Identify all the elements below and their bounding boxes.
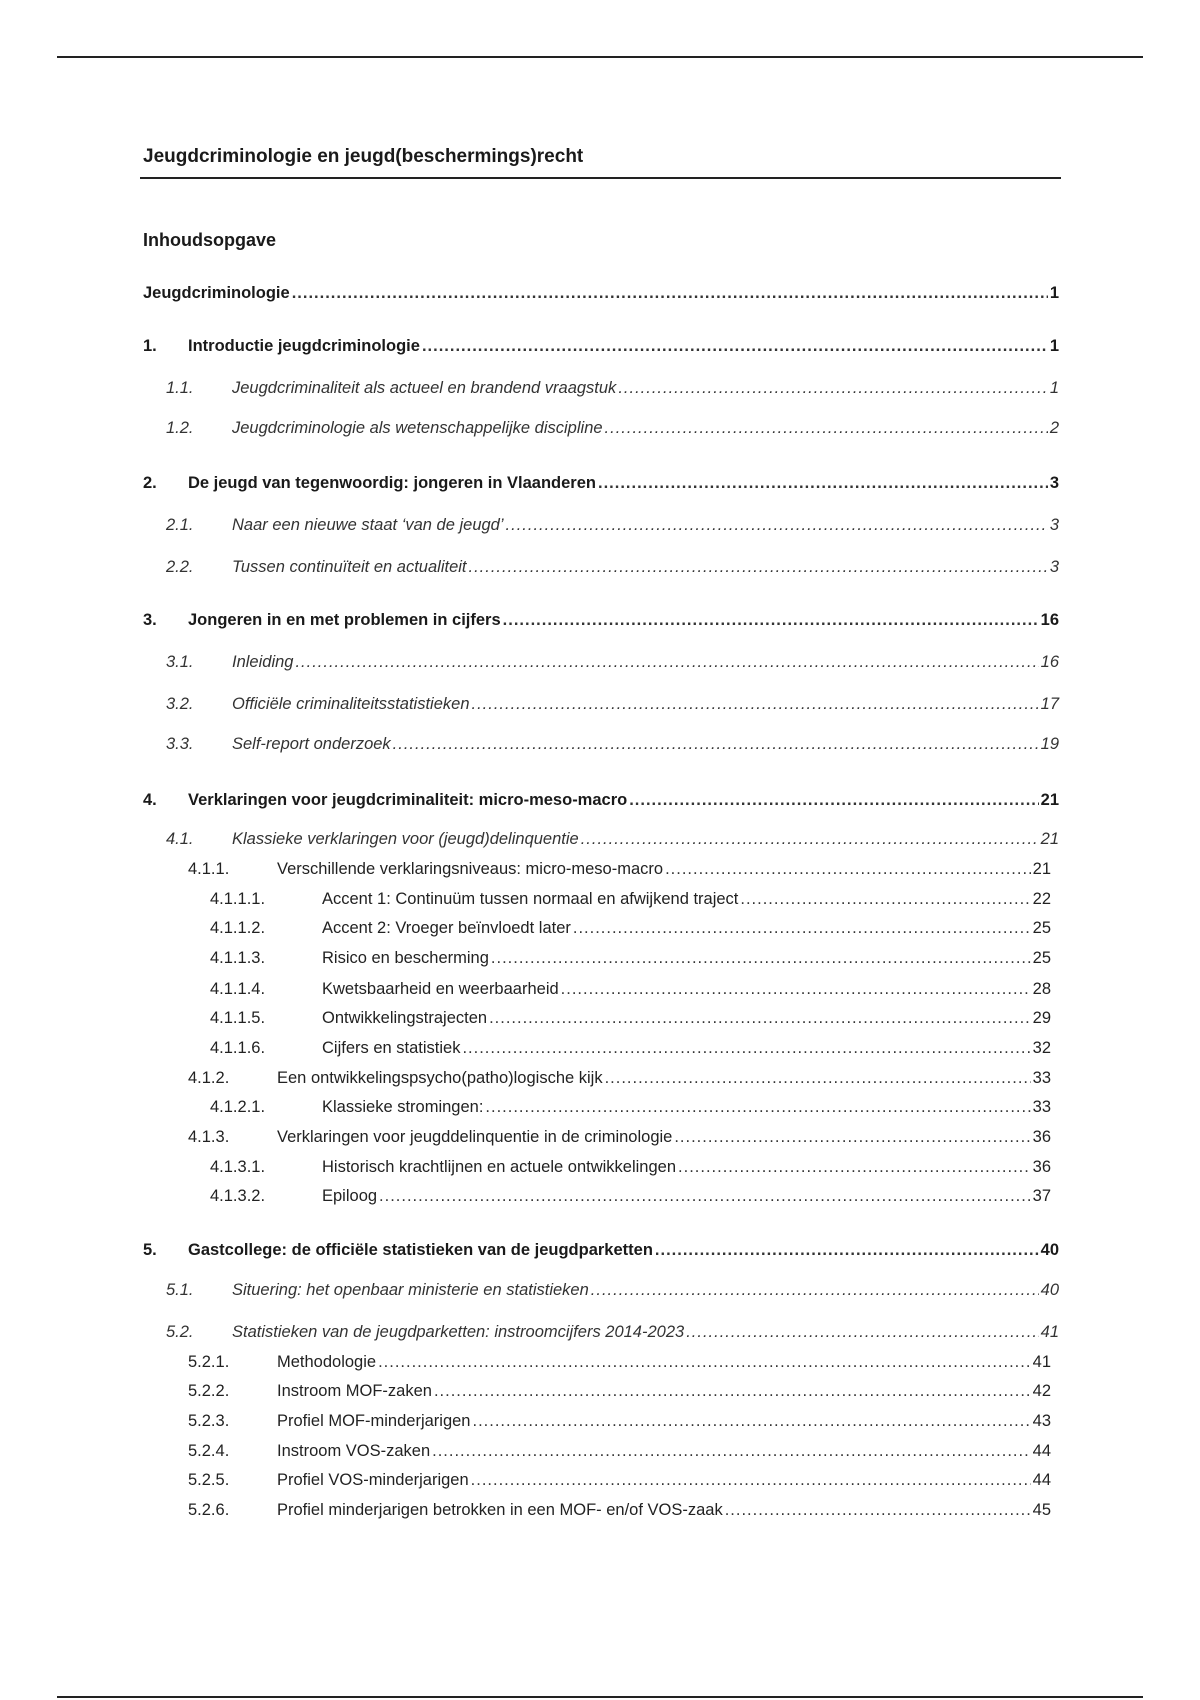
toc-entry-number: 3. <box>143 611 157 629</box>
toc-title: Inhoudsopgave <box>143 230 277 250</box>
toc-entry-title: Verschillende verklaringsniveaus: micro-meso-macro <box>277 860 664 878</box>
toc-entry-page: 44 <box>1032 1442 1051 1460</box>
toc-entry-number: 4.1.1.1. <box>210 890 266 908</box>
toc-entry-number: 2.1. <box>166 516 194 534</box>
toc-entry-page: 44 <box>1032 1471 1051 1489</box>
toc-entry-title: Introductie jeugdcriminologie <box>188 337 420 355</box>
toc-entry-title: Gastcollege: de officiële statistieken van de jeugdparketten <box>188 1241 653 1259</box>
toc-entry-number: 5.2.6. <box>188 1501 230 1519</box>
toc-entry-title: Epiloog <box>322 1187 378 1205</box>
toc-entry-page: 1 <box>1049 379 1059 397</box>
toc-entry-title: Profiel minderjarigen betrokken in een MOF- en/of VOS-zaak <box>277 1501 723 1519</box>
toc-entry-title: Verklaringen voor jeugdcriminaliteit: micro-meso-macro <box>188 791 628 809</box>
toc-entry-number: 4. <box>143 791 157 809</box>
toc-entry-number: 3.2. <box>166 695 194 713</box>
toc-entry-number: 3.1. <box>166 653 194 671</box>
toc-entry-title: Profiel VOS-minderjarigen <box>277 1471 469 1489</box>
toc-entry-page: 36 <box>1032 1158 1051 1176</box>
toc-entry-number: 4.1.3.2. <box>210 1187 266 1205</box>
toc-entry-number: 3.3. <box>166 735 194 753</box>
toc-entry-title: Profiel MOF-minderjarigen <box>277 1412 471 1430</box>
toc-entry-number: 4.1.1.6. <box>210 1039 266 1057</box>
toc-entry-number: 4.1.1.3. <box>210 949 266 967</box>
toc-entry-page: 40 <box>1040 1241 1059 1259</box>
toc-entry-page: 3 <box>1049 474 1059 492</box>
toc-entry[interactable] <box>143 474 1059 496</box>
toc-entry[interactable] <box>188 1501 1051 1523</box>
toc-entry-number: 4.1.3. <box>188 1128 230 1146</box>
toc-entry[interactable] <box>188 860 1051 882</box>
toc-entry-page: 29 <box>1032 1009 1051 1027</box>
toc-entry-page: 16 <box>1040 611 1059 629</box>
toc-entry-page: 37 <box>1032 1187 1051 1205</box>
toc-entry-title: Situering: het openbaar ministerie en statistieken <box>232 1281 589 1299</box>
toc-entry[interactable] <box>188 1353 1051 1375</box>
toc-entry-page: 41 <box>1032 1353 1051 1371</box>
toc-entry-number: 5.2.1. <box>188 1353 230 1371</box>
toc-entry-title: Cijfers en statistiek <box>322 1039 461 1057</box>
toc-entry-title: Klassieke verklaringen voor (jeugd)delinquentie <box>232 830 579 848</box>
toc-entry-title: Historisch krachtlijnen en actuele ontwikkelingen <box>322 1158 677 1176</box>
toc-entry-title: Accent 1: Continuüm tussen normaal en afwijkend traject <box>322 890 739 908</box>
toc-entry-number: 1. <box>143 337 157 355</box>
toc-entry-number: 4.1.1.2. <box>210 919 266 937</box>
toc-entry-page: 45 <box>1032 1501 1051 1519</box>
toc-entry-title: Instroom MOF-zaken <box>277 1382 432 1400</box>
toc-entry-number: 5.1. <box>166 1281 194 1299</box>
toc-entry-number: 2. <box>143 474 157 492</box>
toc-entry[interactable] <box>188 1471 1051 1493</box>
toc-entry-page: 22 <box>1032 890 1051 908</box>
toc-entry-number: 5.2.5. <box>188 1471 230 1489</box>
toc-entry-page: 1 <box>1049 337 1059 355</box>
toc-entry[interactable] <box>166 1323 1059 1345</box>
toc-entry-title: Statistieken van de jeugdparketten: instroomcijfers 2014-2023 <box>232 1323 685 1341</box>
toc-entry-number: 4.1. <box>166 830 194 848</box>
toc-entry[interactable] <box>166 735 1059 757</box>
toc-entry-title: Methodologie <box>277 1353 377 1371</box>
toc-entry-page: 40 <box>1040 1281 1059 1299</box>
toc-entry[interactable] <box>143 791 1059 813</box>
toc-entry-number: 4.1.2.1. <box>210 1098 266 1116</box>
toc-entry[interactable] <box>143 284 1059 306</box>
toc-entry-number: 1.1. <box>166 379 194 397</box>
toc-entry[interactable] <box>188 1128 1051 1150</box>
toc-entry-page: 21 <box>1032 860 1051 878</box>
toc-entry-title: Tussen continuïteit en actualiteit <box>232 558 467 576</box>
toc-entry-title: Jeugdcriminologie als wetenschappelijke discipline <box>232 419 603 437</box>
toc-entry-page: 2 <box>1049 419 1059 437</box>
toc-entry[interactable] <box>210 1009 1051 1031</box>
toc-entry-page: 21 <box>1040 830 1059 848</box>
toc-entry[interactable] <box>210 949 1051 971</box>
toc-entry-title: Een ontwikkelingspsycho(patho)logische kijk <box>277 1069 603 1087</box>
toc-entry[interactable] <box>166 653 1059 675</box>
toc-entry[interactable] <box>166 1281 1059 1303</box>
toc-entry[interactable] <box>143 337 1059 359</box>
toc-entry-page: 25 <box>1032 919 1051 937</box>
toc-entry[interactable] <box>166 695 1059 717</box>
toc-entry[interactable] <box>210 1098 1051 1120</box>
toc-entry-page: 19 <box>1040 735 1059 753</box>
toc-entry-page: 33 <box>1032 1069 1051 1087</box>
toc-entry[interactable] <box>210 919 1051 941</box>
toc-entry-number: 5. <box>143 1241 157 1259</box>
toc-entry-title: Jeugdcriminologie <box>143 284 290 302</box>
toc-entry-page: 42 <box>1032 1382 1051 1400</box>
toc-entry[interactable] <box>210 980 1051 1002</box>
toc-entry-title: Jeugdcriminaliteit als actueel en brandend vraagstuk <box>232 379 617 397</box>
toc-entry-title: Ontwikkelingstrajecten <box>322 1009 488 1027</box>
toc-entry-page: 17 <box>1040 695 1059 713</box>
toc-entry-page: 41 <box>1040 1323 1059 1341</box>
toc-entry-page: 25 <box>1032 949 1051 967</box>
toc-entry[interactable] <box>188 1382 1051 1404</box>
toc-entry-number: 4.1.1.5. <box>210 1009 266 1027</box>
toc-entry[interactable] <box>188 1412 1051 1434</box>
toc-entry-number: 4.1.2. <box>188 1069 230 1087</box>
page-bottom-rule <box>57 1696 1143 1698</box>
toc-entry[interactable] <box>166 558 1059 580</box>
toc-entry[interactable] <box>166 379 1059 401</box>
toc-entry-number: 5.2.4. <box>188 1442 230 1460</box>
toc-entry-page: 3 <box>1049 558 1059 576</box>
toc-entry[interactable] <box>210 1158 1051 1180</box>
toc-entry-number: 5.2.2. <box>188 1382 230 1400</box>
toc-entry-number: 2.2. <box>166 558 194 576</box>
toc-entry[interactable] <box>210 1039 1051 1061</box>
toc-entry-number: 1.2. <box>166 419 194 437</box>
toc-entry-title: Inleiding <box>232 653 294 671</box>
toc-entry[interactable] <box>143 1241 1059 1263</box>
toc-entry[interactable] <box>166 830 1059 852</box>
document-header: Jeugdcriminologie en jeugd(beschermings)recht <box>143 146 584 167</box>
toc-entry[interactable] <box>188 1442 1051 1464</box>
toc-entry-page: 1 <box>1049 284 1059 302</box>
toc-entry[interactable] <box>188 1069 1051 1091</box>
toc-entry-title: Kwetsbaarheid en weerbaarheid <box>322 980 559 998</box>
toc-entry-page: 16 <box>1040 653 1059 671</box>
toc-entry-title: Verklaringen voor jeugddelinquentie in de criminologie <box>277 1128 673 1146</box>
toc-entry-title: Instroom VOS-zaken <box>277 1442 431 1460</box>
toc-entry-number: 5.2. <box>166 1323 194 1341</box>
toc-entry[interactable] <box>210 1187 1051 1209</box>
toc-entry-page: 32 <box>1032 1039 1051 1057</box>
toc-entry-title: Klassieke stromingen: <box>322 1098 484 1116</box>
toc-entry-page: 3 <box>1049 516 1059 534</box>
toc-entry-number: 4.1.3.1. <box>210 1158 266 1176</box>
toc-entry-page: 28 <box>1032 980 1051 998</box>
toc-entry-title: Officiële criminaliteitsstatistieken <box>232 695 470 713</box>
toc-entry-title: Accent 2: Vroeger beïnvloedt later <box>322 919 571 937</box>
toc-entry[interactable] <box>166 516 1059 538</box>
toc-entry-page: 21 <box>1040 791 1059 809</box>
toc-entry[interactable] <box>166 419 1059 441</box>
toc-entry-title: Risico en bescherming <box>322 949 489 967</box>
toc-entry-page: 36 <box>1032 1128 1051 1146</box>
toc-entry-title: Self-report onderzoek <box>232 735 391 753</box>
toc-entry-number: 4.1.1. <box>188 860 230 878</box>
toc-entry-number: 4.1.1.4. <box>210 980 266 998</box>
toc-entry-title: De jeugd van tegenwoordig: jongeren in Vlaanderen <box>188 474 596 492</box>
toc-entry-page: 43 <box>1032 1412 1051 1430</box>
toc-entry-page: 33 <box>1032 1098 1051 1116</box>
toc-entry-title: Jongeren in en met problemen in cijfers <box>188 611 501 629</box>
toc-entry[interactable] <box>210 890 1051 912</box>
toc-entry-title: Naar een nieuwe staat ‘van de jeugd’ <box>232 516 504 534</box>
toc-entry-number: 5.2.3. <box>188 1412 230 1430</box>
toc-entry[interactable] <box>143 611 1059 633</box>
